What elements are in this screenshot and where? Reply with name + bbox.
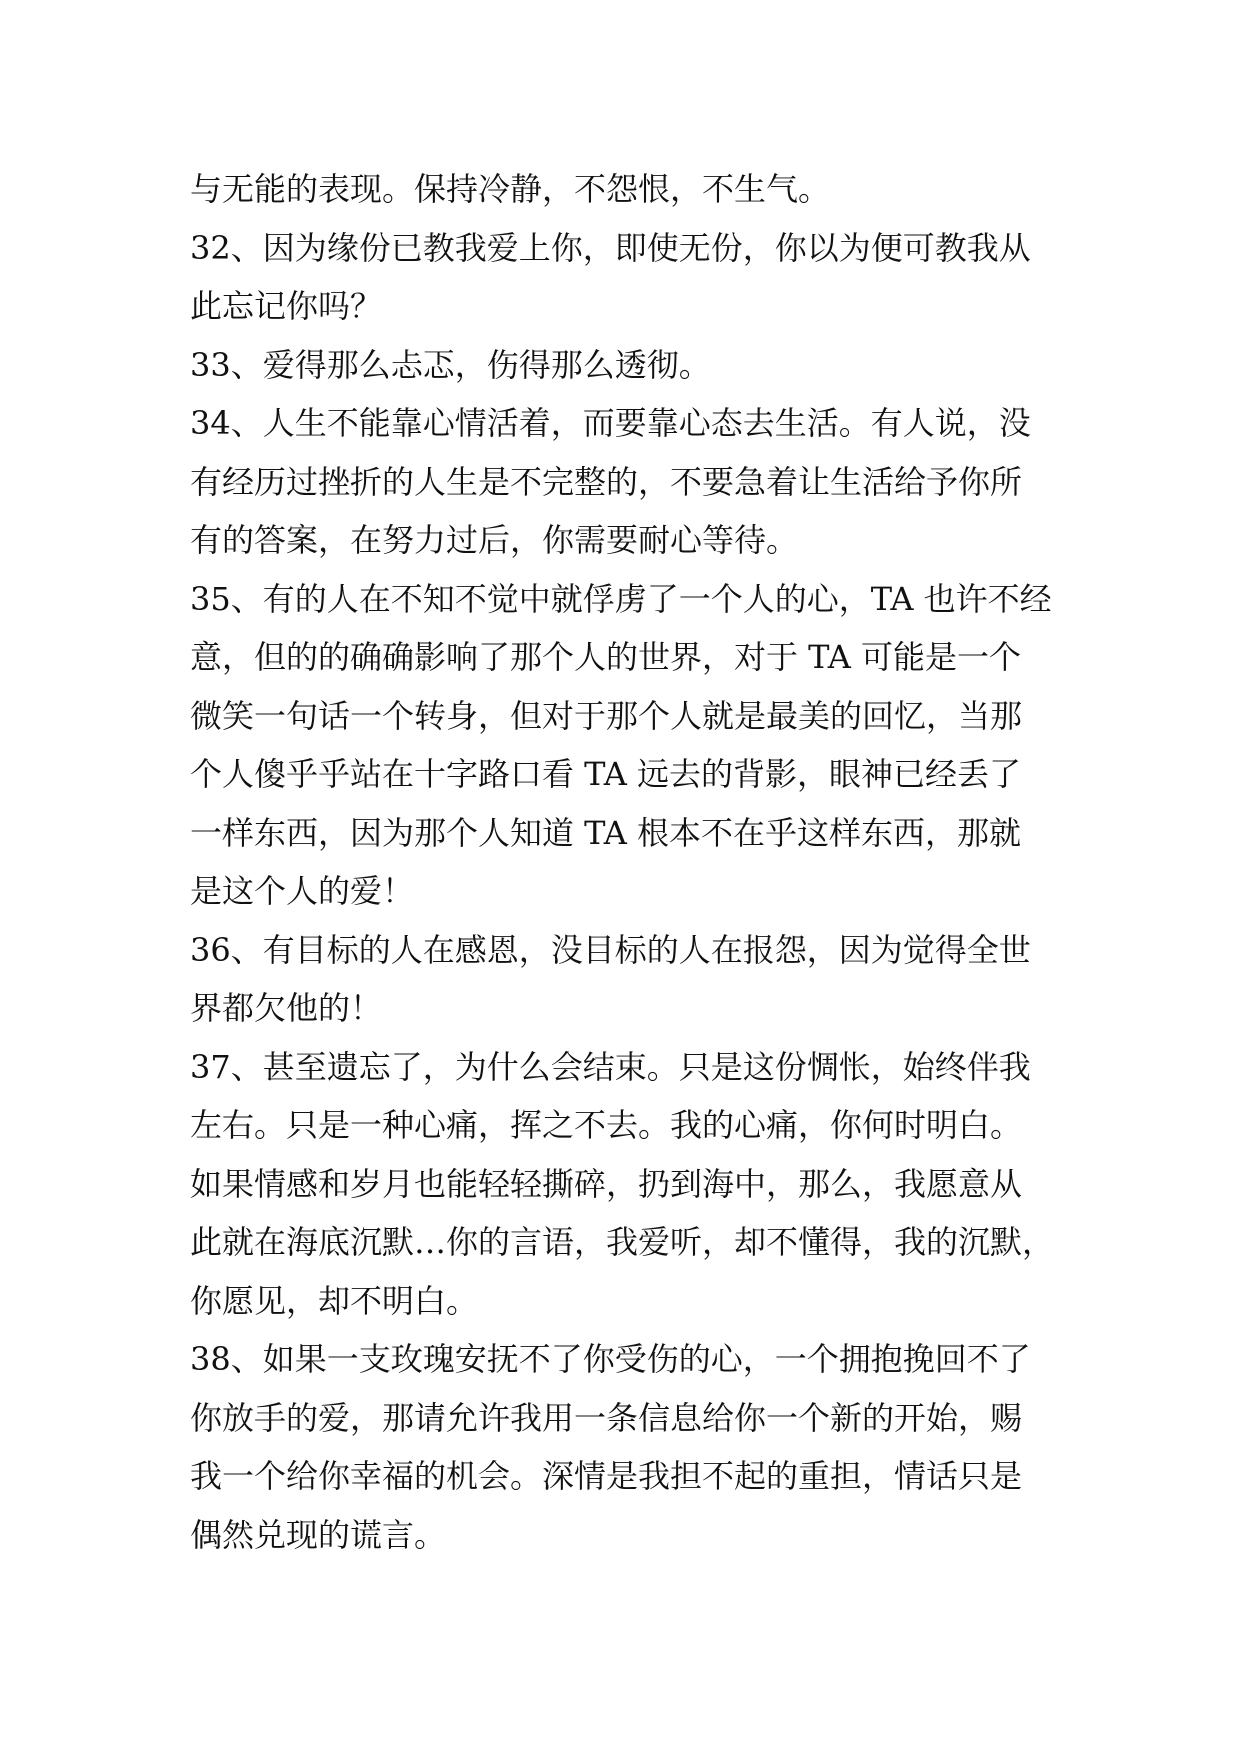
text-line: 偶然兑现的谎言。 [190, 1515, 447, 1554]
text-line: 与无能的表现。保持冷静，不怨恨，不生气。 [190, 170, 831, 208]
text-line: 你愿见，却不明白。 [190, 1281, 479, 1320]
text-line: 38、如果一支玫瑰安抚不了你受伤的心，一个拥抱挽回不了 [190, 1340, 1031, 1378]
text-line: 个人傻乎乎站在十字路口看 TA 远去的背影，眼神已经丢了 [190, 755, 1022, 793]
text-line: 35、有的人在不知不觉中就俘虏了一个人的心，TA 也许不经 [190, 579, 1052, 618]
text-line: 意，但的的确确影响了那个人的世界，对于 TA 可能是一个 [190, 638, 1022, 676]
text-line: 如果情感和岁月也能轻轻撕碎，扔到海中，那么，我愿意从 [190, 1164, 1023, 1203]
text-line: 左右。只是一种心痛，挥之不去。我的心痛，你何时明白。 [190, 1106, 1023, 1144]
text-line: 36、有目标的人在感恩，没目标的人在报怨，因为觉得全世 [190, 930, 1031, 969]
text-line: 37、甚至遗忘了，为什么会结束。只是这份惆怅，始终伴我 [190, 1047, 1031, 1086]
text-line: 界都欠他的！ [190, 989, 383, 1027]
text-line: 我一个给你幸福的机会。深情是我担不起的重担，情话只是 [190, 1457, 1023, 1495]
text-line: 微笑一句话一个转身，但对于那个人就是最美的回忆，当那 [190, 696, 1023, 735]
text-line: 有经历过挫折的人生是不完整的，不要急着让生活给予你所 [190, 462, 1023, 501]
text-line: 有的答案，在努力过后，你需要耐心等待。 [190, 521, 799, 559]
text-line: 此忘记你吗？ [190, 287, 383, 325]
text-line: 34、人生不能靠心情活着，而要靠心态去生活。有人说，没 [190, 404, 1031, 442]
text-line: 是这个人的爱！ [190, 872, 415, 910]
text-line: 33、爱得那么忐忑，伤得那么透彻。 [190, 345, 711, 384]
text-line: 一样东西，因为那个人知道 TA 根本不在乎这样东西，那就 [190, 813, 1022, 852]
document-body [190, 160, 1070, 1564]
text-line: 此就在海底沉默…你的言语，我爱听，却不懂得，我的沉默， [190, 1223, 1055, 1261]
text-line: 你放手的爱，那请允许我用一条信息给你一个新的开始，赐 [190, 1398, 1023, 1437]
text-line: 32、因为缘份已教我爱上你，即使无份，你以为便可教我从 [190, 228, 1031, 267]
